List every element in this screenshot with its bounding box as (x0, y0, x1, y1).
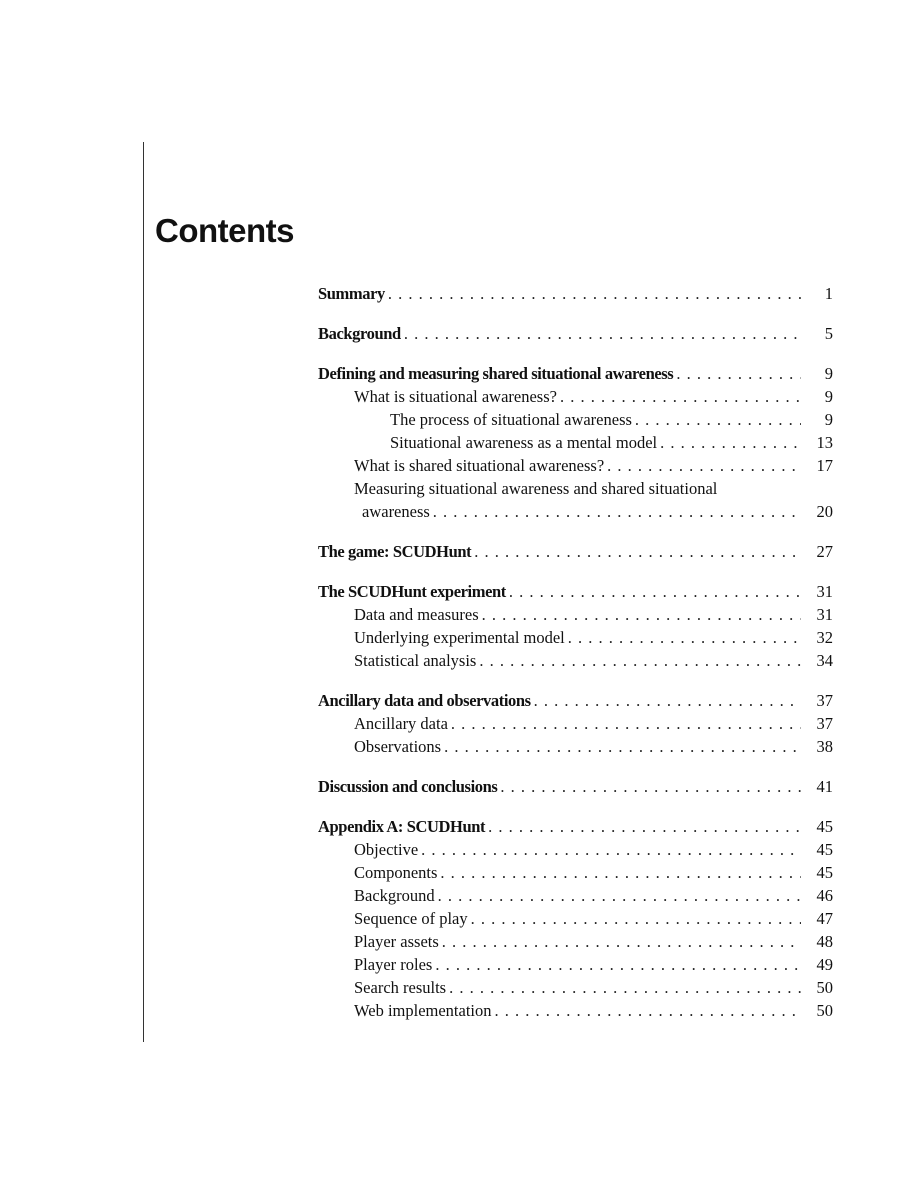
toc-entry-page: 45 (816, 840, 833, 859)
toc-entry-title: Measuring situational awareness and shared situational (354, 479, 718, 498)
toc-section-discussion (318, 775, 833, 798)
toc-entry-title: Player assets (354, 932, 439, 951)
toc-entry-data-measures[interactable] (318, 603, 833, 626)
toc-entry-page: 31 (816, 582, 833, 601)
toc-entry-background[interactable] (318, 322, 833, 345)
toc-entry-page: 50 (816, 978, 833, 997)
toc-section-experiment (318, 580, 833, 672)
toc-entry-page: 46 (816, 886, 833, 905)
dot-leader (385, 282, 801, 305)
toc-section-ancillary (318, 689, 833, 758)
toc-entry-page: 20 (816, 502, 833, 521)
toc-entry-page: 9 (824, 387, 833, 406)
toc-entry-title: Discussion and conclusions (318, 777, 498, 796)
toc-section-background (318, 322, 833, 345)
dot-leader (673, 362, 801, 385)
toc-entry-ancillary-data[interactable] (318, 712, 833, 735)
dot-leader (441, 735, 801, 758)
toc-entry-ancillary[interactable] (318, 689, 833, 712)
dot-leader (506, 580, 801, 603)
toc-entry-page: 47 (816, 909, 833, 928)
toc-entry-player-assets[interactable] (318, 930, 833, 953)
toc-entry-process-sa[interactable] (318, 408, 833, 431)
dot-leader (446, 976, 801, 999)
dot-leader (430, 500, 801, 523)
toc-entry-page: 45 (816, 863, 833, 882)
dot-leader (531, 689, 801, 712)
toc-entry-summary[interactable] (318, 282, 833, 305)
toc-entry-measuring-sa[interactable] (318, 477, 833, 500)
toc-entry-page: 31 (816, 605, 833, 624)
toc-entry-page: 13 (816, 433, 833, 452)
toc-entry-title: Background (354, 886, 435, 905)
toc-section-summary (318, 282, 833, 305)
toc-entry-player-roles[interactable] (318, 953, 833, 976)
toc-entry-title: Web implementation (354, 1001, 492, 1020)
toc-entry-page: 49 (816, 955, 833, 974)
toc-entry-what-is-shared-sa[interactable] (318, 454, 833, 477)
table-of-contents (318, 282, 833, 1039)
toc-entry-title: Situational awareness as a mental model (390, 433, 658, 452)
dot-leader (485, 815, 801, 838)
toc-entry-observations[interactable] (318, 735, 833, 758)
toc-entry-title: Ancillary data (354, 714, 448, 733)
toc-entry-title: awareness (362, 502, 430, 521)
toc-entry-title: Search results (354, 978, 447, 997)
toc-entry-page: 32 (816, 628, 833, 647)
dot-leader (435, 884, 801, 907)
toc-entry-title: Observations (354, 737, 442, 756)
toc-entry-page: 41 (816, 777, 833, 796)
toc-entry-web-implementation[interactable] (318, 999, 833, 1022)
toc-entry-page: 9 (824, 410, 833, 429)
toc-entry-title: What is shared situational awareness? (354, 456, 605, 475)
toc-entry-sa-mental-model[interactable] (318, 431, 833, 454)
toc-entry-page: 1 (824, 284, 833, 303)
toc-entry-title: The SCUDHunt experiment (318, 582, 506, 601)
dot-leader (468, 907, 801, 930)
toc-entry-page: 38 (816, 737, 833, 756)
dot-leader (492, 999, 801, 1022)
dot-leader (471, 540, 801, 563)
toc-entry-experiment[interactable] (318, 580, 833, 603)
toc-entry-page: 34 (816, 651, 833, 670)
toc-entry-title: Statistical analysis (354, 651, 477, 670)
toc-entry-page: 50 (816, 1001, 833, 1020)
toc-entry-title: The game: SCUDHunt (318, 542, 472, 561)
toc-section-defining (318, 362, 833, 523)
toc-entry-page: 48 (816, 932, 833, 951)
toc-entry-page: 37 (816, 691, 833, 710)
toc-section-game (318, 540, 833, 563)
dot-leader (632, 408, 801, 431)
toc-entry-objective[interactable] (318, 838, 833, 861)
toc-entry-sequence-of-play[interactable] (318, 907, 833, 930)
toc-entry-title: Summary (318, 284, 385, 303)
toc-entry-measuring-sa-cont[interactable] (318, 500, 833, 523)
toc-entry-title: Appendix A: SCUDHunt (318, 817, 486, 836)
toc-entry-page: 37 (816, 714, 833, 733)
toc-entry-page: 5 (824, 324, 833, 343)
toc-entry-title: Data and measures (354, 605, 479, 624)
dot-leader (448, 712, 801, 735)
toc-entry-title: Player roles (354, 955, 433, 974)
dot-leader (479, 603, 801, 626)
toc-entry-title: Objective (354, 840, 419, 859)
toc-entry-title: The process of situational awareness (390, 410, 632, 429)
dot-leader (437, 861, 801, 884)
dot-leader (565, 626, 801, 649)
dot-leader (557, 385, 801, 408)
toc-section-appendix-a (318, 815, 833, 1022)
dot-leader (401, 322, 801, 345)
toc-entry-game[interactable] (318, 540, 833, 563)
dot-leader (604, 454, 801, 477)
toc-entry-appendix-a[interactable] (318, 815, 833, 838)
page-title: Contents (155, 212, 294, 249)
toc-entry-statistical-analysis[interactable] (318, 649, 833, 672)
dot-leader (476, 649, 801, 672)
toc-entry-page: 45 (816, 817, 833, 836)
toc-entry-components[interactable] (318, 861, 833, 884)
toc-entry-experimental-model[interactable] (318, 626, 833, 649)
toc-entry-title: Underlying experimental model (354, 628, 565, 647)
toc-entry-page: 9 (824, 364, 833, 383)
toc-entry-what-is-sa[interactable] (318, 385, 833, 408)
dot-leader (497, 775, 801, 798)
toc-entry-title: Sequence of play (354, 909, 468, 928)
toc-entry-page: 17 (816, 456, 833, 475)
margin-rule (143, 142, 144, 1042)
dot-leader (432, 953, 801, 976)
toc-entry-title: Components (354, 863, 438, 882)
dot-leader (657, 431, 801, 454)
dot-leader (439, 930, 801, 953)
toc-entry-title: What is situational awareness? (354, 387, 557, 406)
toc-entry-title: Ancillary data and observations (318, 691, 531, 710)
toc-entry-search-results[interactable] (318, 976, 833, 999)
toc-entry-title: Defining and measuring shared situational awareness (318, 364, 674, 383)
toc-entry-page: 27 (816, 542, 833, 561)
toc-entry-title: Background (318, 324, 401, 343)
toc-entry-defining[interactable] (318, 362, 833, 385)
dot-leader (418, 838, 801, 861)
toc-entry-appendix-background[interactable] (318, 884, 833, 907)
toc-entry-discussion[interactable] (318, 775, 833, 798)
